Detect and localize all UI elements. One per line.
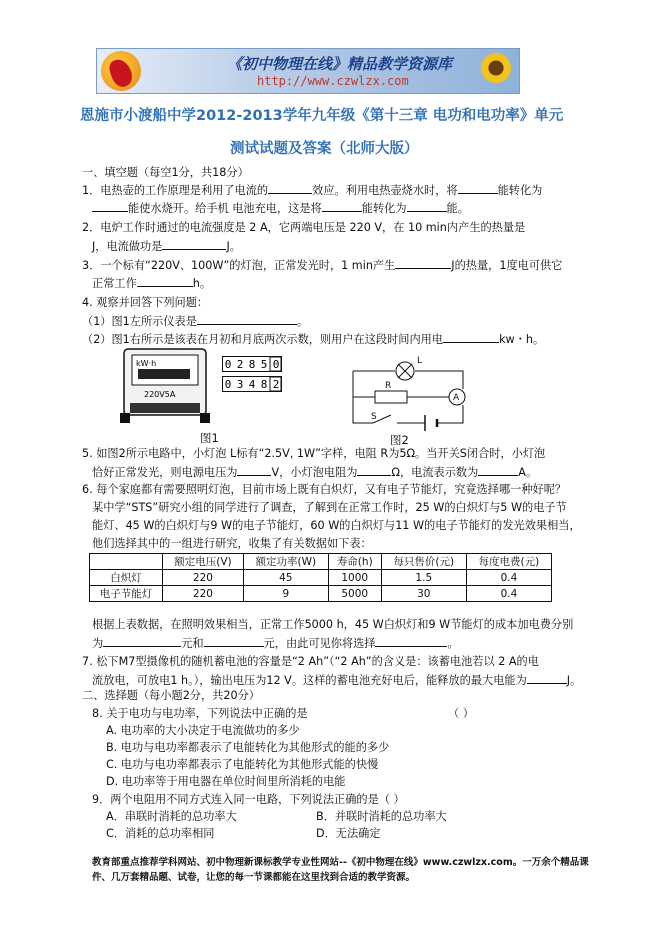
question-2-line2: J，电流做功是 J。 [92,240,241,253]
electricity-meter-figure [120,347,210,427]
table-row: 电子节能灯 220 9 5000 30 0.4 [90,586,552,602]
page-subtitle: 测试试题及答案（北师大版） [230,141,419,157]
footer-line2: 件、几万套精品题、试卷，让您的每一节课都能在这里找到合适的教学资源。 [92,872,416,883]
question-4-part2: （2）图1右所示是该表在月初和月底两次示数，则用户在这段时间内用电 kw・h。 [82,333,545,346]
section2-heading: 二、选择题（每小题2分，共20分） [82,689,260,702]
question-3-line2: 正常工作 h。 [92,277,212,290]
figure-1-caption: 图1 [200,431,219,445]
banner-title: 《初中物理在线》精品教学资源库 [227,55,453,73]
svg-text:R: R [385,381,392,391]
table-row: 白炽灯 220 45 1000 1.5 0.4 [90,570,552,586]
meter-reading-start [222,356,282,376]
site-banner [96,48,520,94]
svg-text:L: L [417,356,423,366]
section1-heading: 一、填空题（每空1分，共18分） [82,166,249,179]
q8-option-a: A. 电功率的大小决定于电流做功的多少 [106,724,300,737]
svg-text:2: 2 [272,378,280,391]
q9-option-b: B．并联时消耗的总功率大 [316,810,447,823]
svg-text:8: 8 [260,378,268,391]
question-6b-line1: 根据上表数据，在照明效果相当，正常工作5000 h，45 W白炽灯和9 W节能灯的成本加电费分别 [92,618,574,631]
lamp-comparison-table [89,553,552,602]
page-title: 恩施市小渡船中学2012-2013学年九年级《第十三章 电功和电功率》单元 [80,108,564,124]
question-5-line1: 5. 如图2所示电路中，小灯泡 L标有“2.5V, 1W”字样，电阻 R为5Ω。当开关S闭合时，小灯泡 [82,447,546,460]
question-1-line1: 1．电热壶的工作原理是利用了电流的 效应。利用电热壶烧水时，将 能转化为 [82,184,543,197]
svg-text:4: 4 [248,378,256,391]
question-2-line1: 2．电炉工作时通过的电流强度是 2 A，它两端电压是 220 V，在 10 min内产生的热量是 [82,221,526,234]
question-3-line1: 3．一个标有“220V、100W”的灯泡，正常发光时，1 min产生 J的热量，1度电可供它 [82,259,563,272]
footer-line1: 教育部重点推荐学科网站、初中物理新课标教学专业性网站--《初中物理在线》www.czwlzx.com。一万余个精品课 [92,857,589,868]
meter-spec-label: 220V5A [144,390,176,399]
q8-option-d: D. 电功率等于用电器在单位时间里所消耗的电能 [106,775,346,788]
circuit-diagram [345,353,470,431]
svg-text:2: 2 [236,358,244,371]
resistor-symbol [375,391,407,403]
svg-text:5: 5 [260,358,268,371]
q9-option-d: D．无法确定 [316,827,381,840]
question-6-line4: 他们选择其中的一组进行研究，收集了有关数据如下表： [92,537,372,550]
sunflower-icon [481,53,511,83]
question-4-heading: 4. 观察并回答下列问题： [82,296,209,309]
question-6-line1: 6. 每个家庭都有需要照明灯泡，目前市场上既有白炽灯，又有电子节能灯，究竟选择哪一种好呢？ [82,483,567,496]
svg-text:S: S [371,412,377,422]
question-8-stem: 8. 关于电功与电功率，下列说法中正确的是 [92,707,308,720]
question-7-line1: 7. 松下M7型摄像机的随机蓄电池的容量是“2 Ah”（“2 Ah”的含义是：该蓄电池若以 2 A的电 [82,655,539,668]
table-header-row: 额定电压(V) 额定功率(W) 寿命(h) 每只售价(元) 每度电费(元) [90,554,552,570]
svg-text:0: 0 [224,358,232,371]
q9-option-c: C．消耗的总功率相同 [106,827,215,840]
question-4-part1: （1）图1左所示仪表是 。 [82,315,309,328]
meter-unit-label: kW·h [136,359,157,368]
svg-text:3: 3 [236,378,244,391]
banner-url: http://www.czwlzx.com [257,74,409,88]
meter-reading-end [222,376,282,396]
q8-option-c: C. 电功与电功率都表示了电能转化为其他形式能的快慢 [106,758,379,771]
svg-text:0: 0 [272,358,280,371]
question-1-line2: 能使水烧开。给手机 电池充电，这是将 能转化为 能。 [92,200,469,216]
question-6b-line2: 为 元和 元，由此可见你将选择 。 [92,637,459,650]
figure-2-caption: 图2 [390,433,409,447]
svg-text:0: 0 [224,378,232,391]
question-8-answer-paren: （ ） [448,707,474,720]
question-5-line2: 恰好正常发光，则电源电压为 V，小灯泡电阻为 Ω，电流表示数为 A。 [92,466,538,479]
question-6-line3: 能灯、45 W的白炽灯与9 W的电子节能灯，60 W的白炽灯与11 W的电子节能灯的发光效果相当， [92,519,581,532]
question-9-stem: 9．两个电阻用不同方式连入同一电路，下列说法正确的是（ ） [92,793,405,806]
q9-option-a: A．串联时消耗的总功率大 [106,810,237,823]
question-6-line2: 某中学“STS”研究小组的同学进行了调查，了解到在正常工作时，25 W的白炽灯与5 W的电子节 [92,501,567,514]
svg-text:A: A [453,393,460,403]
q8-option-b: B. 电功与电功率都表示了电能转化为其他形式的能的多少 [106,741,390,754]
svg-text:8: 8 [248,358,256,371]
question-7-line2: 流放电，可放电1 h。），输出电压为12 V。这样的蓄电池充好电后，能释放的最大电能为 J。 [92,674,582,687]
